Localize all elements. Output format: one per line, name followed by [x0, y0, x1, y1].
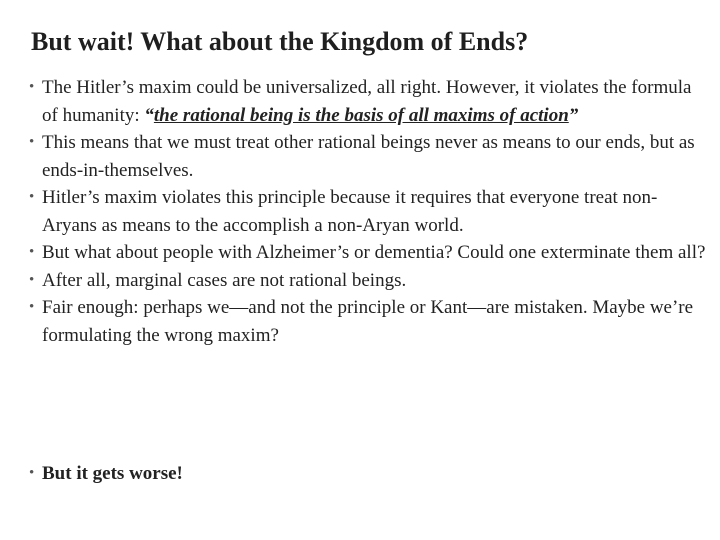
- bullet-marker: •: [29, 244, 35, 260]
- bullet-marker: •: [29, 465, 35, 481]
- bullet-marker: •: [29, 134, 35, 150]
- bullet-item: [29, 267, 709, 295]
- bullet-text: This means that we must treat other rational beings never as means to our ends, but as ends-in-themselves.: [42, 132, 695, 181]
- bullet-item: [29, 129, 709, 184]
- final-bullet-item: [29, 460, 183, 488]
- final-bullet-list: [29, 460, 183, 488]
- bullet-item: [29, 239, 709, 267]
- bullet-text: The Hitler’s maxim could be universalized, all right. However, it violates the formula of humanity:: [42, 77, 692, 126]
- bullet-text: After all, marginal cases are not rational beings.: [42, 269, 407, 291]
- slide-title: But wait! What about the Kingdom of Ends?: [31, 27, 529, 56]
- bullet-marker: •: [29, 79, 35, 95]
- bullet-list: [29, 74, 709, 349]
- bullet-item: [29, 74, 709, 129]
- final-bullet-text: But it gets worse!: [42, 463, 183, 484]
- bullet-item: [29, 294, 709, 349]
- bullet-text: Fair enough: perhaps we—and not the principle or Kant—are mistaken. Maybe we’re formulating the wrong maxim?: [42, 297, 694, 346]
- quote-close: ”: [568, 104, 579, 126]
- bullet-marker: •: [29, 271, 35, 288]
- quote-open: “: [144, 104, 154, 126]
- bullet-text: But what about people with Alzheimer’s or dementia? Could one exterminate them all?: [42, 242, 706, 263]
- bullet-marker: •: [29, 299, 35, 315]
- bullet-text: Hitler’s maxim violates this principle because it requires that everyone treat non-Aryans as means to the accomplish a non-Aryan world.: [42, 187, 658, 236]
- bullet-marker: •: [29, 189, 35, 205]
- emphasized-quote: the rational being is the basis of all maxims of action: [153, 104, 569, 126]
- bullet-item: [29, 184, 709, 239]
